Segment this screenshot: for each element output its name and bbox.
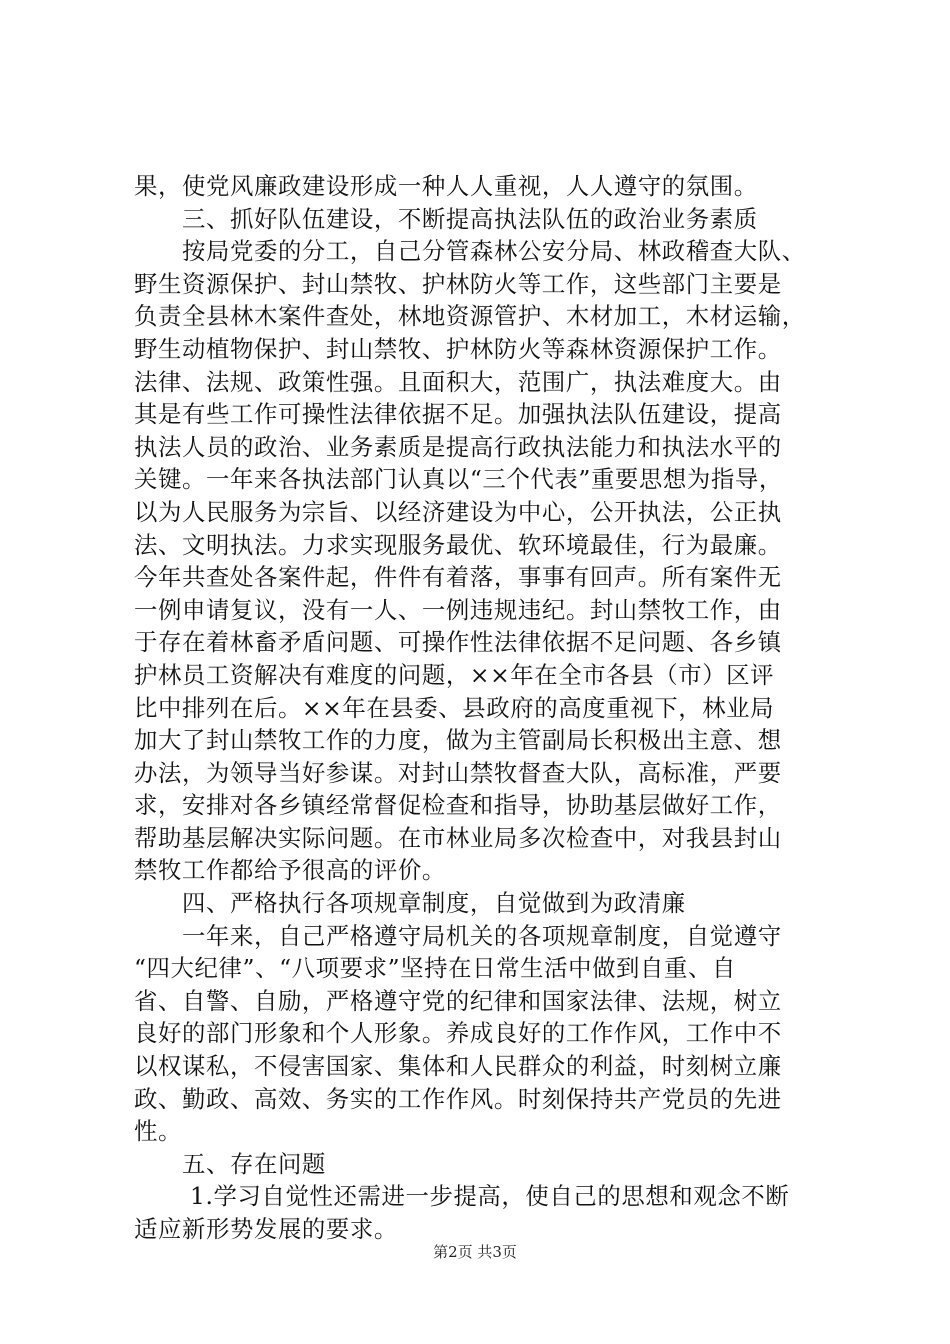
text-line: 关键。一年来各执法部门认真以“三个代表”重要思想为指导， — [134, 465, 783, 494]
text-line: 一例申请复议，没有一人、一例违规违纪。封山禁牧工作，由 — [134, 595, 782, 624]
text-line: 1.学习自觉性还需进一步提高，使自己的思想和观念不断 — [134, 1182, 790, 1211]
section-heading: 三、抓好队伍建设，不断提高执法队伍的政治业务素质 — [134, 204, 758, 233]
page-footer — [0, 1241, 950, 1262]
text-line: 其是有些工作可操性法律依据不足。加强执法队伍建设，提高 — [134, 400, 782, 429]
text-line: 野生资源保护、封山禁牧、护林防火等工作，这些部门主要是 — [134, 269, 782, 298]
text-line: 野生动植物保护、封山禁牧、护林防火等森林资源保护工作。 — [134, 334, 782, 363]
text-line: 省、自警、自励，严格遵守党的纪律和国家法律、法规，树立 — [134, 986, 782, 1015]
text-line: 法、文明执法。力求实现服务最优、软环境最佳，行为最廉。 — [134, 530, 782, 559]
section-heading: 五、存在问题 — [134, 1149, 326, 1178]
text-line: 以为人民服务为宗旨、以经济建设为中心，公开执法，公正执 — [134, 497, 782, 526]
text-line: 帮助基层解决实际问题。在市林业局多次检查中，对我县封山 — [134, 823, 782, 852]
text-line: 办法，为领导当好参谋。对封山禁牧督查大队，高标准，严要 — [134, 758, 782, 787]
section-heading: 四、严格执行各项规章制度，自觉做到为政清廉 — [134, 889, 686, 918]
text-line: 求，安排对各乡镇经常督促检查和指导，协助基层做好工作， — [134, 791, 782, 820]
text-line: 政、勤政、高效、务实的工作作风。时刻保持共产党员的先进 — [134, 1084, 782, 1113]
text-line: 于存在着林畜矛盾问题、可操作性法律依据不足问题、各乡镇 — [134, 628, 782, 657]
page-number: 第2页 共3页 — [433, 1243, 517, 1261]
text-line: 比中排列在后。××年在县委、县政府的高度重视下，林业局 — [134, 693, 775, 722]
text-line: 性。 — [134, 1117, 182, 1146]
text-line: 禁牧工作都给予很高的评价。 — [134, 856, 446, 885]
text-line: 适应新形势发展的要求。 — [134, 1215, 398, 1243]
text-line: 良好的部门形象和个人形象。养成良好的工作作风，工作中不 — [134, 1019, 782, 1048]
text-line: 果，使党风廉政建设形成一种人人重视，人人遵守的氛围。 — [134, 172, 758, 200]
text-line: 负责全县林木案件查处，林地资源管护、木材加工，木材运输， — [134, 302, 806, 331]
text-line: 加大了封山禁牧工作的力度，做为主管副局长积极出主意、想 — [134, 726, 782, 755]
text-line: 法律、法规、政策性强。且面积大，范围广，执法难度大。由 — [134, 367, 782, 396]
text-line: 执法人员的政治、业务素质是提高行政执法能力和执法水平的 — [134, 432, 782, 461]
text-line: 以权谋私，不侵害国家、集体和人民群众的利益，时刻树立廉 — [134, 1052, 782, 1081]
text-line: 一年来，自己严格遵守局机关的各项规章制度，自觉遵守 — [134, 921, 782, 950]
text-line: 护林员工资解决有难度的问题，××年在全市各县（市）区评 — [134, 660, 775, 689]
text-line: 今年共查处各案件起，件件有着落，事事有回声。所有案件无 — [134, 563, 782, 592]
text-line: 按局党委的分工，自己分管森林公安分局、林政稽查大队、 — [134, 237, 806, 266]
text-line: “四大纪律”、“八项要求”坚持在日常生活中做到自重、自 — [134, 954, 737, 983]
document-body — [134, 170, 824, 1246]
